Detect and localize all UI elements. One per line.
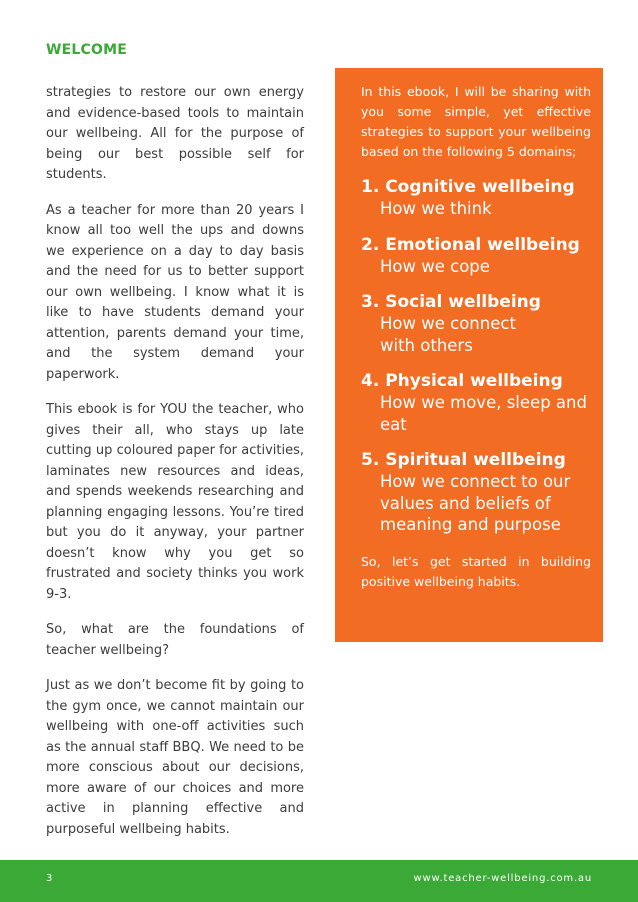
domain-description: How we connect to our values and beliefs of meaning and purpose (380, 472, 571, 534)
domain-description: How we cope (380, 256, 490, 276)
domain-item (361, 176, 591, 220)
body-paragraph: As a teacher for more than 20 years I know all too well the ups and downs we experience on a day to day basis and the need for us to better support our own wellbeing. I know what it is like to have students demand your attention, parents demand your time, and the system demand your paperwork. (46, 202, 304, 382)
website-link[interactable]: www.teacher-wellbeing.com.au (413, 873, 592, 884)
footer-bar (0, 860, 638, 902)
page-number: 3 (46, 873, 53, 884)
domain-title: 1. Cognitive wellbeing (361, 177, 575, 197)
body-paragraph: So, what are the foundations of teacher wellbeing? (46, 622, 304, 658)
domain-description: How we connect with others (380, 314, 516, 355)
callout-intro: In this ebook, I will be sharing with you some simple, yet effective strategies to support your wellbeing based on the following 5 domains; (361, 84, 591, 159)
callout-outro: So, let’s get started in building positive wellbeing habits. (361, 553, 591, 589)
domain-item (361, 291, 591, 356)
domains-list (361, 176, 591, 536)
domain-title: 3. Social wellbeing (361, 292, 541, 312)
domain-item (361, 234, 591, 278)
body-text-column (46, 83, 304, 855)
domain-title: 2. Emotional wellbeing (361, 234, 580, 255)
domain-description: How we move, sleep and eat (380, 393, 587, 434)
section-heading: WELCOME (46, 42, 127, 58)
body-paragraph: This ebook is for YOU the teacher, who gives their all, who stays up late cutting up coloured paper for activities, laminates new resources and ideas, and spends weekends researching and planning engaging lessons. You’re tired but you do it anyway, your partner doesn’t know why you get so frustrated and society thinks you work 9-3. (46, 402, 304, 602)
domain-title: 5. Spiritual wellbeing (361, 450, 566, 470)
body-paragraph: Just as we don’t become fit by going to the gym once, we cannot maintain our wellbeing with one-off activities such as the annual staff BBQ. We need to be more conscious about our decisions, more aware of our choices and more active in planning effective and purposeful wellbeing habits. (46, 678, 304, 837)
domain-title: 4. Physical wellbeing (361, 371, 563, 391)
domain-item (361, 370, 591, 435)
domain-item (361, 449, 591, 536)
domains-callout-box (335, 68, 603, 642)
body-paragraph: strategies to restore our own energy and evidence-based tools to maintain our wellbeing. All for the purpose of being our best possible self for students. (46, 85, 304, 182)
domain-description: How we think (380, 199, 492, 218)
